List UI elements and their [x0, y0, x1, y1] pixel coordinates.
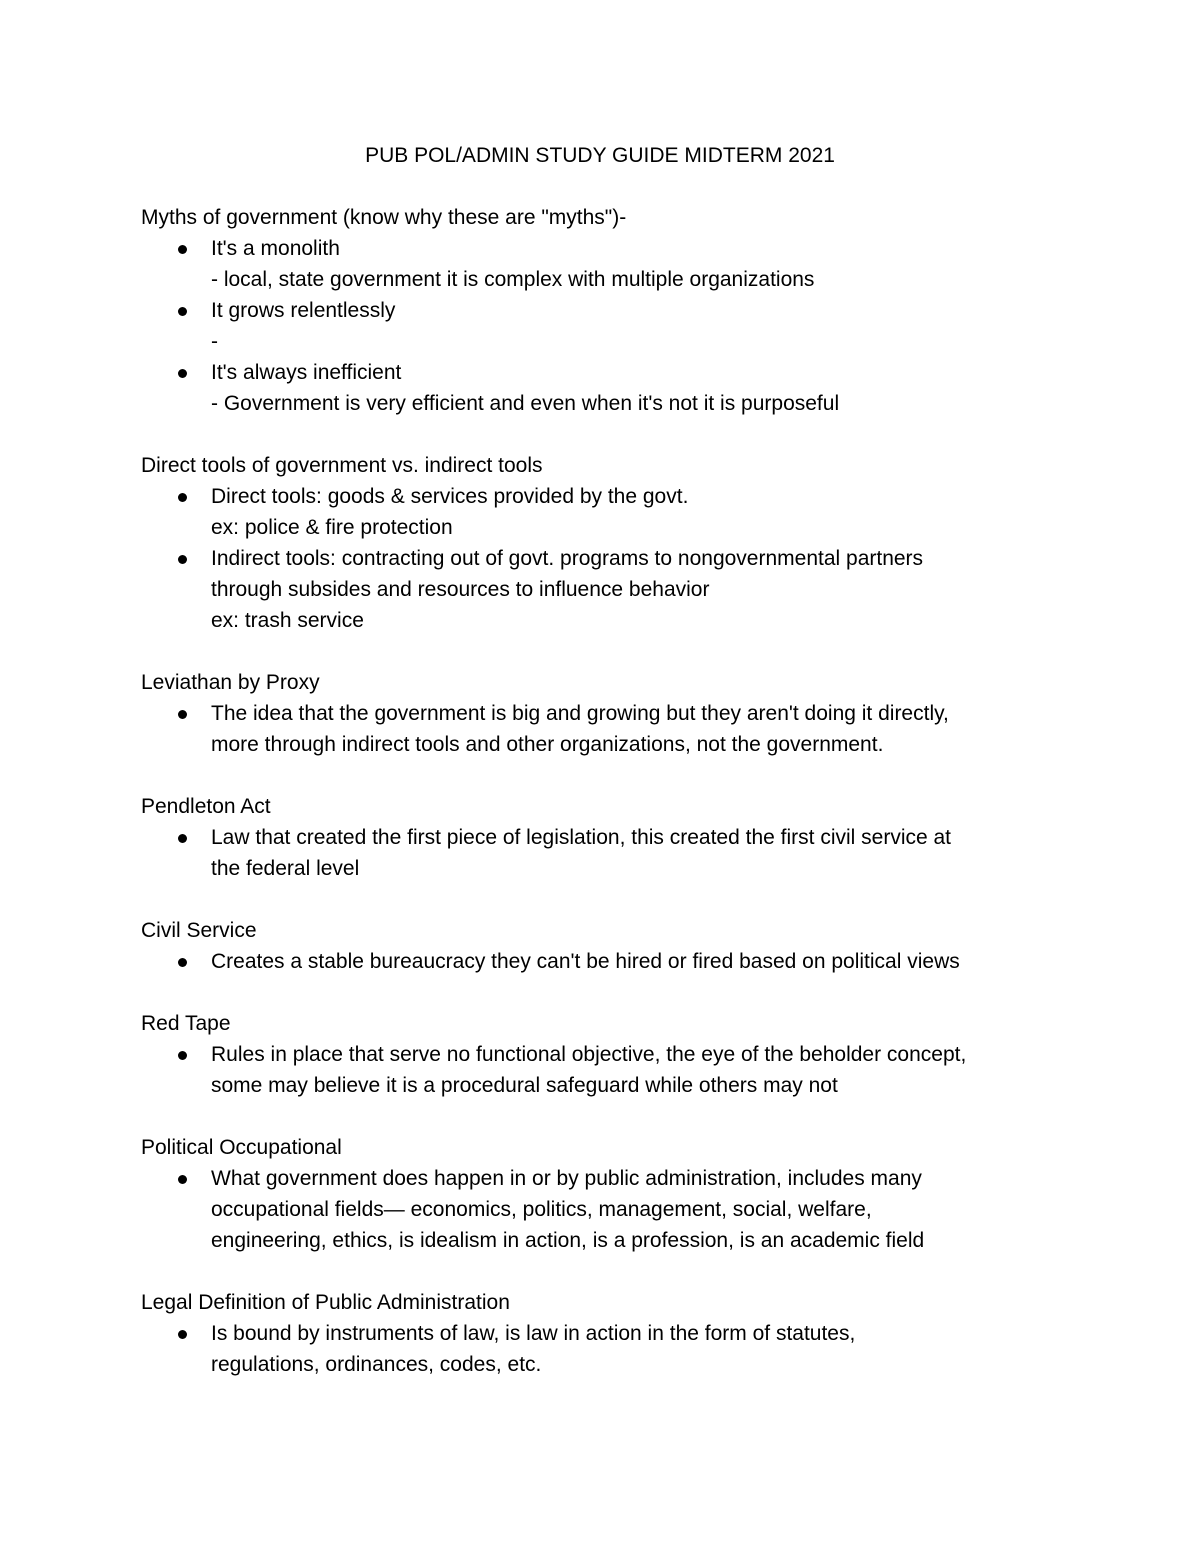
list-item: [141, 1318, 1101, 1380]
bullet-text: Direct tools: goods & services provided by the govt.: [211, 485, 689, 508]
note-section: [141, 791, 1101, 884]
bullet-icon: [178, 1175, 187, 1184]
bullet-text: The idea that the government is big and growing but they aren't doing it directly,: [211, 702, 949, 725]
bullet-icon: [178, 958, 187, 967]
note-section: [141, 667, 1101, 760]
bullet-text: What government does happen in or by public administration, includes many: [211, 1167, 922, 1190]
bullet-icon: [178, 1330, 187, 1339]
bullet-icon: [178, 710, 187, 719]
list-item: [141, 233, 1101, 295]
bullet-text: It grows relentlessly: [211, 299, 396, 322]
bullet-text: Is bound by instruments of law, is law in action in the form of statutes,: [211, 1322, 856, 1345]
document-title: PUB POL/ADMIN STUDY GUIDE MIDTERM 2021: [365, 144, 835, 167]
bullet-subtext: more through indirect tools and other organizations, not the government.: [211, 733, 884, 756]
bullet-icon: [178, 1051, 187, 1060]
bullet-list: [141, 1163, 1101, 1256]
section-heading: Red Tape: [141, 1012, 231, 1035]
bullet-subtext: -: [211, 330, 218, 353]
list-item: [141, 295, 1101, 357]
note-section: [141, 450, 1101, 636]
section-heading: Myths of government (know why these are "myths")-: [141, 206, 627, 229]
bullet-subtext: some may believe it is a procedural safeguard while others may not: [211, 1074, 838, 1097]
note-section: [141, 1132, 1101, 1256]
note-section: [141, 1287, 1101, 1380]
bullet-list: [141, 481, 1101, 636]
bullet-icon: [178, 834, 187, 843]
list-item: [141, 946, 1101, 977]
bullet-subtext: engineering, ethics, is idealism in action, is a profession, is an academic field: [211, 1229, 925, 1252]
bullet-list: [141, 233, 1101, 419]
bullet-subtext: through subsides and resources to influence behavior: [211, 578, 710, 601]
list-item: [141, 822, 1101, 884]
section-heading: Leviathan by Proxy: [141, 671, 320, 694]
bullet-list: [141, 1318, 1101, 1380]
bullet-list: [141, 946, 1101, 977]
list-item: [141, 1163, 1101, 1256]
bullet-subtext: - Government is very efficient and even when it's not it is purposeful: [211, 392, 840, 415]
bullet-text: Rules in place that serve no functional objective, the eye of the beholder concept,: [211, 1043, 967, 1066]
document-body: [141, 202, 1101, 1411]
section-heading: Legal Definition of Public Administration: [141, 1291, 510, 1314]
list-item: [141, 698, 1101, 760]
bullet-text: Creates a stable bureaucracy they can't be hired or fired based on political views: [211, 950, 960, 973]
note-section: [141, 915, 1101, 977]
bullet-subtext: ex: trash service: [211, 609, 364, 632]
list-item: [141, 543, 1101, 636]
bullet-subtext: occupational fields— economics, politics, management, social, welfare,: [211, 1198, 872, 1221]
bullet-icon: [178, 555, 187, 564]
bullet-list: [141, 698, 1101, 760]
section-heading: Direct tools of government vs. indirect tools: [141, 454, 543, 477]
list-item: [141, 481, 1101, 543]
section-heading: Political Occupational: [141, 1136, 342, 1159]
bullet-subtext: - local, state government it is complex with multiple organizations: [211, 268, 815, 291]
section-heading: Pendleton Act: [141, 795, 271, 818]
bullet-icon: [178, 245, 187, 254]
bullet-list: [141, 822, 1101, 884]
bullet-text: It's a monolith: [211, 237, 340, 260]
note-section: [141, 1008, 1101, 1101]
bullet-text: Law that created the first piece of legislation, this created the first civil service at: [211, 826, 952, 849]
bullet-subtext: ex: police & fire protection: [211, 516, 453, 539]
bullet-text: It's always inefficient: [211, 361, 402, 384]
section-heading: Civil Service: [141, 919, 257, 942]
list-item: [141, 1039, 1101, 1101]
bullet-list: [141, 1039, 1101, 1101]
bullet-subtext: the federal level: [211, 857, 360, 880]
list-item: [141, 357, 1101, 419]
bullet-text: Indirect tools: contracting out of govt. programs to nongovernmental partners: [211, 547, 924, 570]
bullet-icon: [178, 307, 187, 316]
bullet-subtext: regulations, ordinances, codes, etc.: [211, 1353, 542, 1376]
bullet-icon: [178, 493, 187, 502]
note-section: [141, 202, 1101, 419]
bullet-icon: [178, 369, 187, 378]
